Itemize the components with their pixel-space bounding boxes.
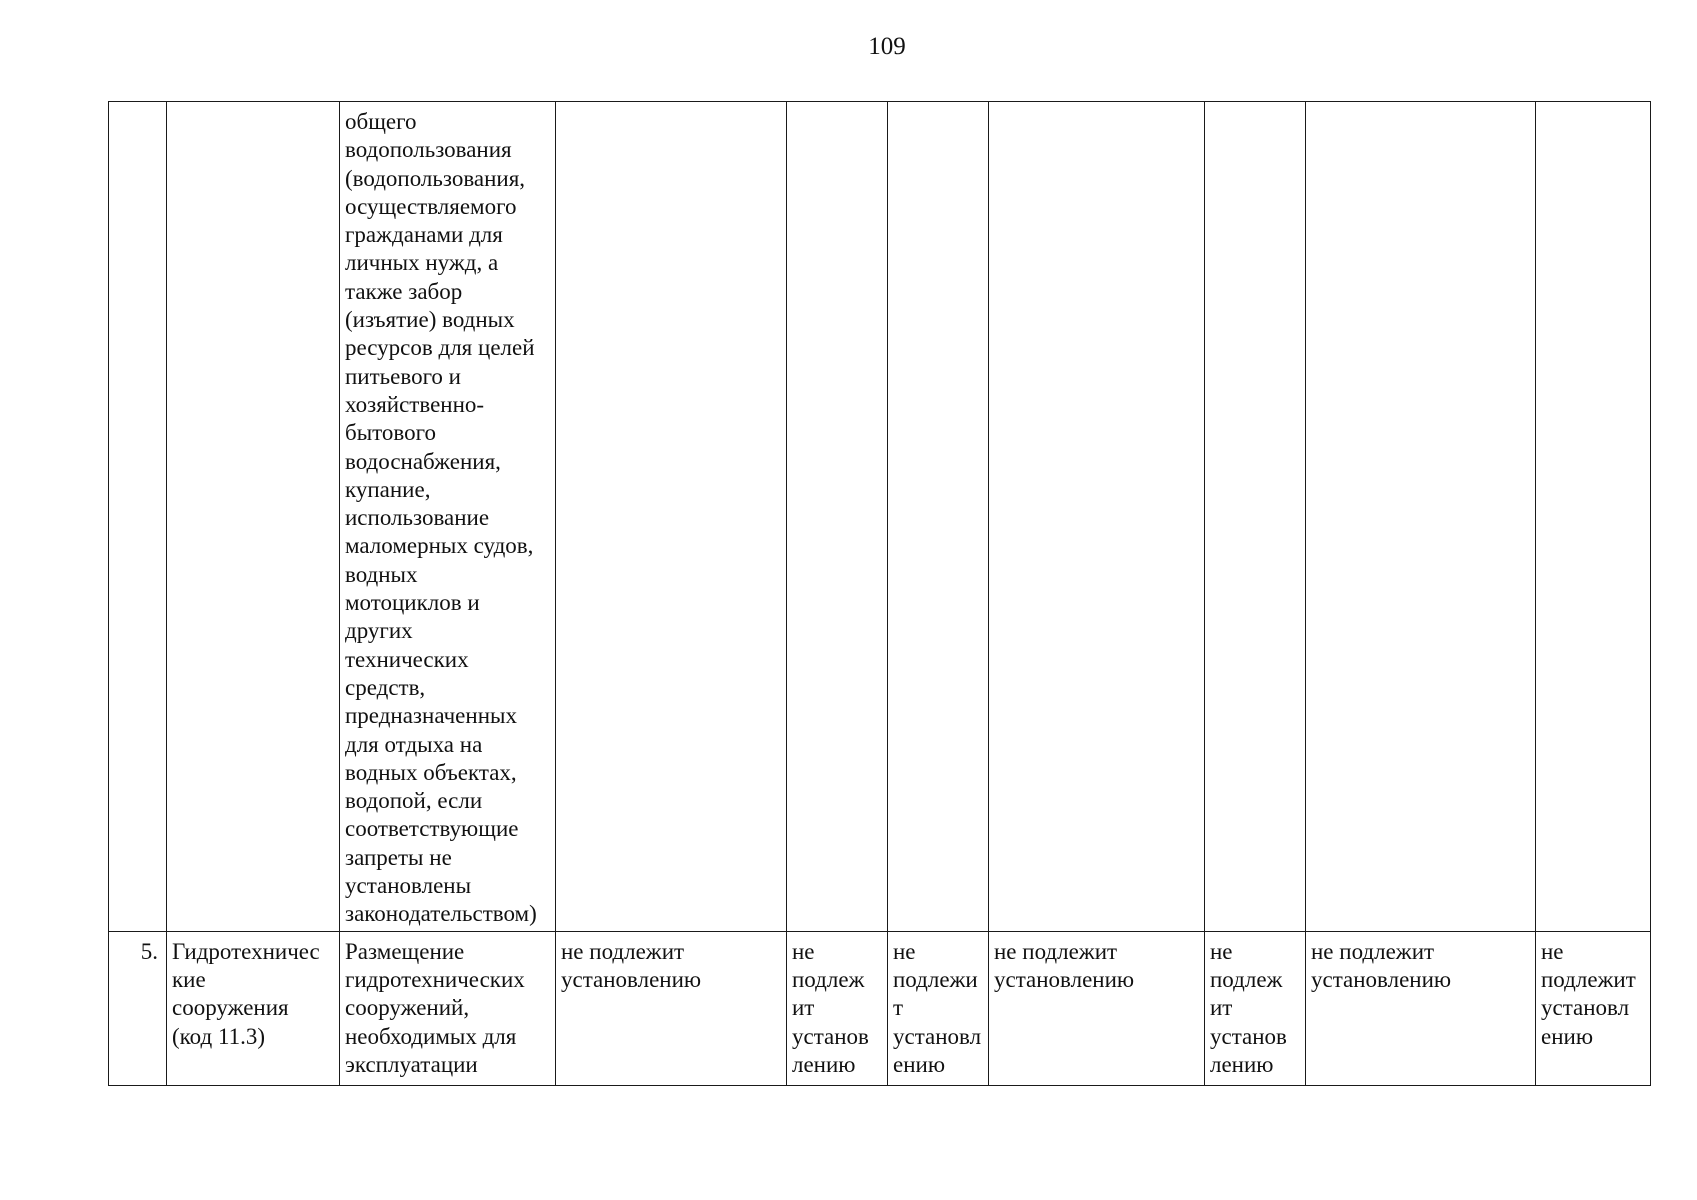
use-description-cell: общего водопользования (водопользования, осуществляемого гражданами для личных нужд, а также забор (изъятие) водных ресурсов для целей питьевого и хозяйственно- бытового водоснабжения, купание, использование маломерных судов, водных мотоциклов и других технических средств, предназначенных для отдыха на водных объектах, водопой, если соответствующие запреты не установлены законодательством): [340, 102, 556, 932]
parameter-cell-4: [556, 102, 787, 932]
use-description-cell: Размещение гидротехнических сооружений, необходимых для эксплуатации: [340, 931, 556, 1085]
use-name-cell: [167, 102, 340, 932]
parameter-cell-10: не подлежит установл ению: [1536, 931, 1651, 1085]
parameter-cell-6: [888, 102, 989, 932]
table-row: [109, 931, 1651, 1085]
parameter-cell-9: [1306, 102, 1536, 932]
page-number: 109: [868, 33, 906, 60]
parameter-cell-8: [1205, 102, 1306, 932]
land-use-table: [108, 101, 1651, 1086]
parameter-cell-10: [1536, 102, 1651, 932]
parameter-cell-6: не подлежи т установл ению: [888, 931, 989, 1085]
parameter-cell-7: [989, 102, 1205, 932]
parameter-cell-7: не подлежит установлению: [989, 931, 1205, 1085]
parameter-cell-4: не подлежит установлению: [556, 931, 787, 1085]
parameter-cell-8: не подлеж ит установ лению: [1205, 931, 1306, 1085]
table-row: [109, 102, 1651, 932]
parameter-cell-5: [787, 102, 888, 932]
row-number-cell: [109, 102, 167, 932]
parameter-cell-5: не подлеж ит установ лению: [787, 931, 888, 1085]
row-number-cell: 5.: [109, 931, 167, 1085]
parameter-cell-9: не подлежит установлению: [1306, 931, 1536, 1085]
use-name-cell: Гидротехничес кие сооружения (код 11.3): [167, 931, 340, 1085]
